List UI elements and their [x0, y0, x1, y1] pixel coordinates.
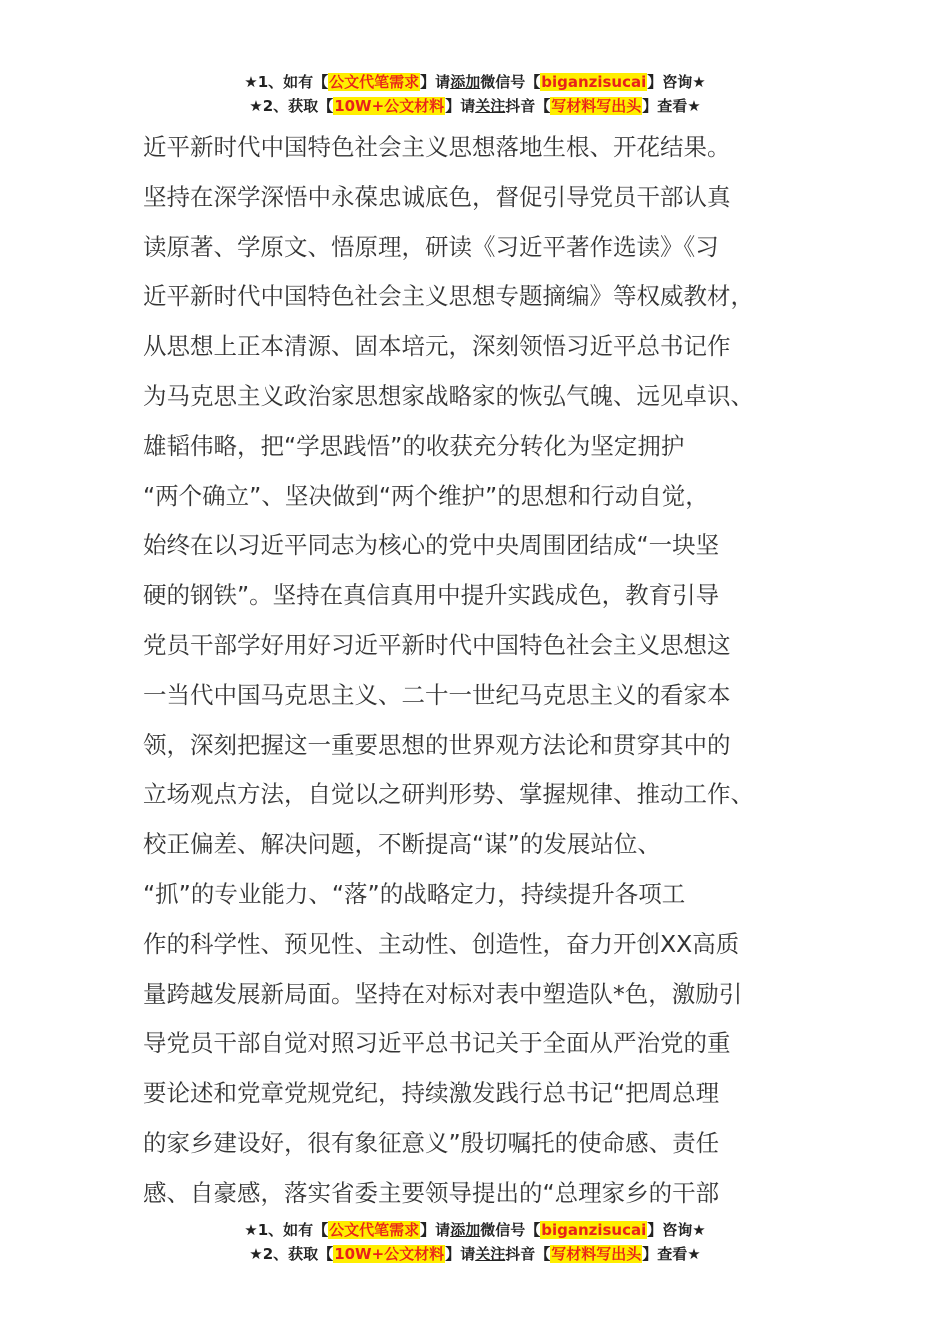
header-douyin-account: 写材料写出头 — [551, 97, 642, 115]
body-line: 量跨越发展新局面。坚持在对标对表中塑造队*色，激励引 — [143, 979, 743, 1008]
body-line: 硬的钢铁”。坚持在真信真用中提升实践成色，教育引导 — [143, 581, 720, 610]
body-line: 为马克思主义政治家思想家战略家的恢弘气魄、远见卓识、 — [143, 381, 754, 410]
body-line: 的家乡建设好，很有象征意义”殷切嘱托的使命感、责任 — [143, 1128, 720, 1157]
body-line: 导党员干部自觉对照习近平总书记关于全面从严治党的重 — [143, 1029, 731, 1058]
header-banner-line-1: ★1、如有【公文代笔需求】请添加微信号【biganzisucai】咨询★ — [244, 73, 706, 91]
body-line: 感、自豪感，落实省委主要领导提出的“总理家乡的干部 — [143, 1178, 720, 1207]
body-line: 读原著、学原文、悟原理，研读《习近平著作选读》《习 — [143, 232, 719, 261]
footer-banner-line-1: ★1、如有【公文代笔需求】请添加微信号【biganzisucai】咨询★ — [244, 1221, 706, 1239]
body-line: 作的科学性、预见性、主动性、创造性，奋力开创XX高质 — [143, 929, 740, 958]
footer-banner — [0, 1218, 950, 1266]
footer-banner-line-2: ★2、获取【10W+公文材料】请关注抖音【写材料写出头】查看★ — [249, 1245, 701, 1263]
header-banner — [0, 70, 950, 118]
header-banner-line-2: ★2、获取【10W+公文材料】请关注抖音【写材料写出头】查看★ — [249, 97, 701, 115]
footer-douyin-account: 写材料写出头 — [551, 1245, 642, 1263]
body-line: 近平新时代中国特色社会主义思想落地生根、开花结果。 — [143, 133, 731, 161]
body-line: 近平新时代中国特色社会主义思想专题摘编》等权威教材， — [143, 282, 754, 311]
body-line: “抓”的专业能力、“落”的战略定力，持续提升各项工 — [143, 879, 686, 908]
body-line: 校正偏差、解决问题，不断提高“谋”的发展站位、 — [143, 830, 661, 859]
body-line: 坚持在深学深悟中永葆忠诚底色，督促引导党员干部认真 — [143, 182, 731, 211]
header-highlight-materials: 10W+公文材料 — [334, 97, 445, 115]
body-line: 从思想上正本清源、固本培元，深刻领悟习近平总书记作 — [143, 332, 731, 361]
header-wechat-id: biganzisucai — [541, 73, 647, 91]
document-body — [143, 123, 813, 1219]
body-line: 雄韬伟略，把“学思践悟”的收获充分转化为坚定拥护 — [143, 431, 685, 460]
body-line: 要论述和党章党规党纪，持续激发践行总书记“把周总理 — [143, 1079, 720, 1108]
header-highlight-service: 公文代笔需求 — [329, 73, 420, 91]
body-line: 一当代中国马克思主义、二十一世纪马克思主义的看家本 — [143, 680, 731, 709]
body-line: 始终在以习近平同志为核心的党中央周围团结成“一块坚 — [143, 531, 720, 560]
body-line: 立场观点方法，自觉以之研判形势、掌握规律、推动工作、 — [143, 780, 754, 809]
footer-wechat-id: biganzisucai — [541, 1221, 647, 1239]
body-line: “两个确立”、坚决做到“两个维护”的思想和行动自觉， — [143, 481, 709, 510]
body-line: 党员干部学好用好习近平新时代中国特色社会主义思想这 — [143, 630, 731, 659]
body-line: 领，深刻把握这一重要思想的世界观方法论和贯穿其中的 — [143, 730, 731, 759]
footer-highlight-materials: 10W+公文材料 — [334, 1245, 445, 1263]
footer-highlight-service: 公文代笔需求 — [329, 1221, 420, 1239]
